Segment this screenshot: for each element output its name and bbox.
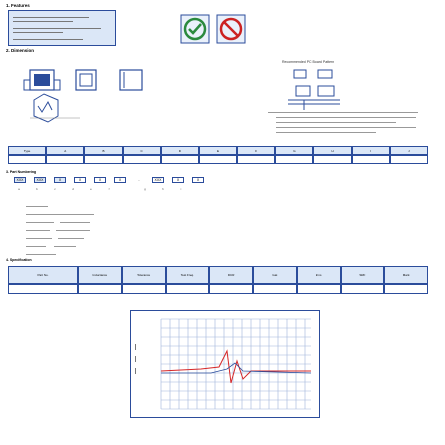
part-code-box: XXX (152, 177, 164, 183)
spec-value-cell (297, 284, 341, 294)
feature-line-3 (13, 39, 83, 40)
dim-header-cell: H (313, 146, 351, 155)
features-heading: 1. Features (6, 3, 30, 8)
features-box (8, 10, 116, 46)
spec-value-cell (78, 284, 122, 294)
part-code-index: e (90, 187, 92, 191)
dim-value-cell (161, 155, 199, 164)
dimension-table (8, 146, 428, 164)
part-code-index: g (144, 187, 146, 191)
spec-value-cell (8, 284, 78, 294)
specification-table (8, 266, 428, 294)
dim-value-cell (46, 155, 84, 164)
dim-header-cell: I (352, 146, 390, 155)
part-code-index: d (72, 187, 74, 191)
chart-y-label (135, 340, 159, 380)
dim-header-cell: E (199, 146, 237, 155)
specification-heading: 4. Specification (6, 258, 32, 262)
feature-line-1b (13, 21, 73, 22)
spec-value-cell (209, 284, 253, 294)
spec-value-cell (341, 284, 385, 294)
spec-header-cell: Inductance (78, 266, 122, 284)
dim-header-cell: F (237, 146, 275, 155)
spec-value-cell (166, 284, 210, 294)
dimension-heading: 2. Dimension (6, 48, 35, 53)
chart-series-1 (161, 351, 311, 383)
dim-value-cell (84, 155, 122, 164)
dim-header-cell: G (275, 146, 313, 155)
dim-header-cell: A (46, 146, 84, 155)
feature-line-2 (13, 28, 101, 29)
dim-header-cell: D (161, 146, 199, 155)
spec-header-cell: Part No. (8, 266, 78, 284)
part-code-index: h (162, 187, 164, 191)
spec-header-cell: Mark (384, 266, 428, 284)
part-code-box: X (94, 177, 106, 183)
spec-value-cell (384, 284, 428, 294)
dimension-drawing (20, 58, 180, 124)
spec-header-cell: Test Freq. (166, 266, 210, 284)
spec-header-cell: DCR (209, 266, 253, 284)
dim-value-cell (275, 155, 313, 164)
rohs-badge-icon (180, 14, 210, 44)
spec-value-cell (253, 284, 297, 294)
part-code-box: - (138, 178, 140, 182)
dim-value-cell (199, 155, 237, 164)
halogen-free-badge-icon (216, 14, 246, 44)
dim-value-cell (8, 155, 46, 164)
pattern-title: Recommended PC Board Pattern (282, 60, 335, 64)
part-code-box: X (74, 177, 86, 183)
part-code-box: X (192, 177, 204, 183)
part-code-index: c (54, 187, 56, 191)
dim-value-cell (352, 155, 390, 164)
dim-header-cell: J (390, 146, 428, 155)
dim-value-cell (313, 155, 351, 164)
spec-header-cell: Isat (253, 266, 297, 284)
part-code-index: i (180, 187, 182, 191)
dim-value-cell (123, 155, 161, 164)
part-code-index: a (18, 187, 20, 191)
spec-header-cell: Irms (297, 266, 341, 284)
dim-header-cell: C (123, 146, 161, 155)
dimension-note (268, 112, 428, 138)
dim-value-cell (237, 155, 275, 164)
part-code-box: X (54, 177, 66, 183)
part-code-index: b (36, 187, 38, 191)
part-code-box: XXX (34, 177, 46, 183)
part-numbering-legend (26, 202, 146, 266)
part-number-code (14, 176, 214, 194)
dim-header-cell: B (84, 146, 122, 155)
pc-board-pattern (268, 66, 368, 112)
part-numbering-heading: 3. Part Numbering (6, 170, 37, 174)
spec-value-cell (122, 284, 166, 294)
feature-line-1 (13, 17, 89, 18)
part-code-index: f (108, 187, 110, 191)
part-code-box: X (172, 177, 184, 183)
dim-header-cell: Type (8, 146, 46, 155)
feature-line-2b (13, 32, 63, 33)
dim-value-cell (390, 155, 428, 164)
spec-header-cell: SRF (341, 266, 385, 284)
spec-header-cell: Tolerance (122, 266, 166, 284)
part-code-box: X (114, 177, 126, 183)
part-code-box: XXX (14, 177, 26, 183)
